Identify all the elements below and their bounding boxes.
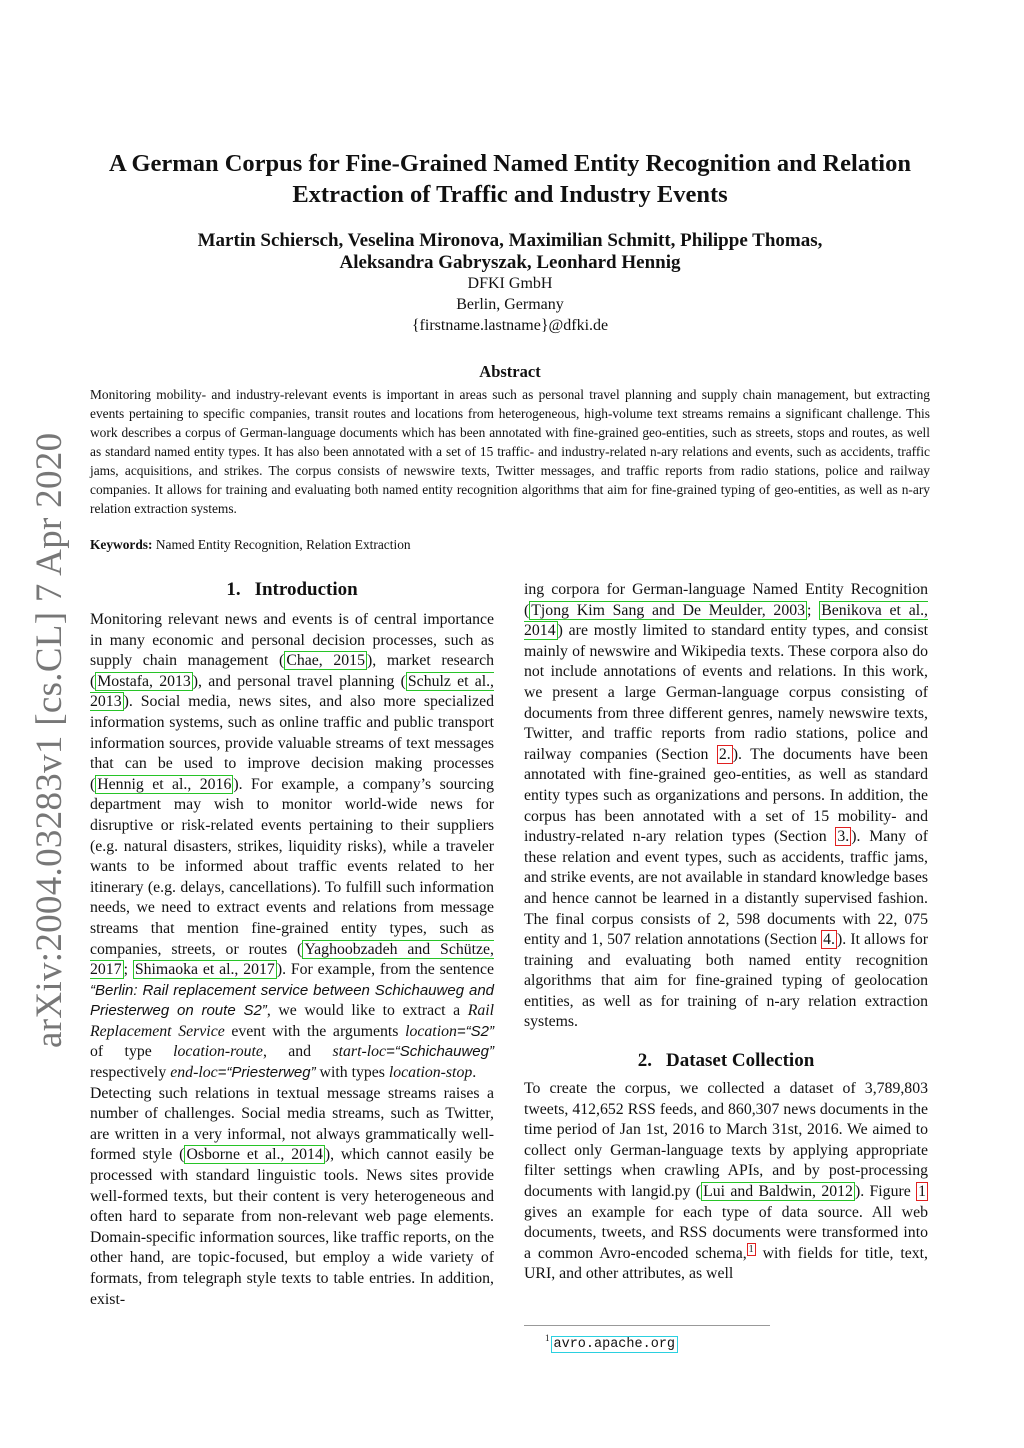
- number-docs: 2, 598: [717, 910, 761, 928]
- arxiv-stamp: arXiv:2004.03283v1 [cs.CL] 7 Apr 2020: [29, 432, 70, 1048]
- keywords-text: Named Entity Recognition, Relation Extraction: [155, 537, 411, 552]
- text-run: ). Social media, news sites, and also more specialized information systems, such as online traffic and public transport information sources, provide valuable streams of text messages that can be used to improve decision making processes (: [90, 693, 494, 793]
- text-run: ). It allows for training and evaluating both named entity recognition algorithms that aim for fine-grained typing of geolocation entities, as well as for training of n-ary relation extraction systems.: [524, 931, 928, 1031]
- citation-link[interactable]: Chae, 2015: [286, 652, 365, 670]
- argument-value: =“Schichauweg”: [386, 1043, 494, 1061]
- text-run: relation annotations (Section: [630, 931, 822, 949]
- section-2-title: Dataset Collection: [665, 1050, 815, 1072]
- text-run: ). The documents have been annotated with fine-grained geo-entities, as well as standard entity types such as organizations and persons. In addition, the corpus has been annotated with a set of 15 mobility- and industry-related n-ary relation types (Section: [524, 745, 928, 846]
- example-sentence: “Berlin: Rail replacement service between Schichauweg and Priesterweg on route S2”: [90, 981, 494, 1020]
- intro-paragraph-2: [90, 1084, 494, 1311]
- number-relations: 1, 507: [591, 931, 631, 949]
- text-run: ), market research (: [90, 652, 494, 690]
- text-run: with fields for title, text, URI, and other attributes, as well: [524, 1244, 928, 1283]
- title-line-1: A German Corpus for Fine-Grained Named Entity Recognition and Relation: [109, 150, 911, 177]
- text-run: respectively: [90, 1064, 171, 1082]
- footnote-divider: [524, 1325, 770, 1326]
- argument-value: =“S2”: [456, 1022, 494, 1040]
- text-run: Detecting such relations in textual message streams raises a number of challenges. Social media streams, such as Twitter, are written in a very informal, not always grammatically well-formed style (: [90, 1084, 494, 1164]
- left-column: [90, 578, 494, 1310]
- intro-paragraph-continued: [524, 580, 928, 1033]
- text-run: of type: [90, 1043, 174, 1061]
- abstract-text: Monitoring mobility- and industry-relevant events is important in areas such as personal travel planning and supply chain management, but extracting events pertaining to specific companies, transit routes and locations from heterogeneous, high-volume text streams remains a significant challenge. This work describes a corpus of German-language documents which has been annotated with fine-grained geo-entities, such as streets, stops and routes, as well as standard named entity types. It has also been annotated with a set of 15 traffic- and industry-related n-ary relations and events, such as accidents, traffic jams, acquisitions, and strikes. The corpus consists of newswire texts, Twitter messages, and traffic reports from radio stations, police and railway companies. It allows for training and evaluating both named entity recognition algorithms that aim for fine-grained typing of geo-entities, as well as n-ary relation extraction systems.: [90, 387, 930, 516]
- citation-link[interactable]: Lui and Baldwin, 2012: [703, 1183, 853, 1201]
- section-2-heading: [524, 1049, 928, 1073]
- text-run: ing corpora for German-language Named Entity Recognition (: [524, 581, 928, 619]
- text-run: gives an example for each type of data source. All web documents, tweets, and RSS documents were transformed into a common Avro-encoded schema,: [524, 1203, 928, 1262]
- citation-link[interactable]: Schulz et al., 2013: [90, 672, 495, 711]
- citation-link[interactable]: Benikova et al., 2014: [524, 601, 928, 640]
- argument-name: location: [405, 1022, 457, 1040]
- number-entities: 22, 075: [877, 910, 929, 928]
- figure-ref-link[interactable]: 1: [918, 1183, 926, 1201]
- argument-type: location-stop: [388, 1064, 473, 1082]
- text-run: event with the arguments: [224, 1022, 406, 1040]
- affiliation-email: {firstname.lastname}@dfki.de: [411, 317, 609, 334]
- text-run: ;: [807, 601, 820, 619]
- keywords: [90, 536, 930, 554]
- right-column: [524, 580, 928, 1285]
- section-1-heading: [90, 578, 494, 602]
- text-run: ), and personal travel planning (: [192, 672, 406, 690]
- abstract-heading: Abstract: [479, 362, 541, 381]
- footnote: [545, 1328, 678, 1355]
- text-run: , and: [262, 1043, 333, 1061]
- text-run: with types: [315, 1064, 389, 1082]
- text-run: .: [472, 1064, 477, 1082]
- authors-line-1: Martin Schiersch, Veselina Mironova, Maximilian Schmitt, Philippe Thomas,: [197, 230, 823, 251]
- footnote-url-link[interactable]: avro.apache.org: [551, 1336, 679, 1353]
- text-run: , we would like to extract a: [266, 1002, 468, 1020]
- text-run: entity and: [524, 931, 592, 949]
- paper-title: [90, 148, 930, 210]
- section-1-title: Introduction: [254, 579, 358, 600]
- section-ref-link[interactable]: 3.: [837, 828, 850, 846]
- footnote-mark: 1: [545, 1333, 550, 1343]
- argument-name: end-loc: [170, 1064, 218, 1082]
- footnote-ref-link[interactable]: 1: [748, 1243, 754, 1255]
- affiliation-city: Berlin, Germany: [456, 296, 564, 313]
- event-type: Rail Replacement Service: [90, 1002, 495, 1040]
- text-run: ) are mostly limited to standard entity types, and consist mainly of newswire and Wikipedia texts. These corpora also do not include annotations of events and relations. In this work, we present a large German-language corpus consisting of documents from three different genres, namely newswire texts, Twitter, and traffic reports from radio stations, police and railway companies (Section: [524, 622, 928, 763]
- intro-paragraph-1: [90, 610, 494, 1084]
- text-run: To create the corpus, we collected a dataset of 3,789,803 tweets, 412,652 RSS feeds, and 860,307 news documents in the time period of Jan 1st, 2016 to March 31st, 2016. We aimed to collect only German-language texts by applying appropriate filter settings when crawling APIs, and by post-processing documents with langid.py (: [524, 1080, 928, 1201]
- keywords-label: Keywords:: [90, 537, 153, 552]
- affiliation-org: DFKI GmbH: [467, 275, 553, 292]
- argument-value: =“Priesterweg”: [217, 1064, 316, 1082]
- text-run: ;: [123, 961, 133, 979]
- citation-link[interactable]: Osborne et al., 2014: [186, 1146, 323, 1164]
- dataset-paragraph-1: [524, 1079, 928, 1285]
- section-2-number: 2.: [637, 1050, 652, 1072]
- text-run: documents with: [760, 910, 878, 928]
- citation-link[interactable]: Yaghoobzadeh and Schütze, 2017: [90, 940, 494, 979]
- citation-link[interactable]: Mostafa, 2013: [97, 672, 191, 690]
- argument-type: location-route: [173, 1043, 263, 1061]
- text-run: ). For example, a company’s sourcing department may wish to monitor world-wide news for disruptive or risk-related events pertaining to their suppliers (e.g. natural disasters, strikes, liquidity risks), while a traveler wants to be informed about traffic events related to her itinerary (e.g. delays, cancellations). To fulfill such information needs, we need to extract events and relations from message streams that mention fine-grained entity types, such as companies, streets, or routes (: [90, 775, 494, 958]
- author-list: [90, 230, 930, 274]
- citation-link[interactable]: Hennig et al., 2016: [97, 775, 232, 793]
- authors-line-2: Aleksandra Gabryszak, Leonhard Hennig: [339, 252, 681, 273]
- citation-link[interactable]: Tjong Kim Sang and De Meulder, 2003: [531, 601, 806, 619]
- section-1-number: 1.: [226, 579, 241, 600]
- citation-link[interactable]: Shimaoka et al., 2017: [134, 961, 275, 979]
- section-ref-link[interactable]: 4.: [823, 931, 835, 949]
- affiliation: [90, 273, 930, 336]
- title-line-2: Extraction of Traffic and Industry Events: [292, 181, 728, 208]
- text-run: ). Many of these relation and event types, such as accidents, traffic jams, and strike events, are not available in standard knowledge bases and hence cannot be learned in a distantly supervised fashion. The final corpus consists of: [524, 828, 928, 928]
- text-run: Monitoring relevant news and events is of central importance in many economic and personal decision processes, such as supply chain management (: [90, 611, 494, 670]
- section-ref-link[interactable]: 2.: [718, 745, 731, 763]
- text-run: ). For example, from the sentence: [276, 961, 494, 979]
- argument-name: start-loc: [332, 1043, 387, 1061]
- text-run: ), which cannot easily be processed with standard linguistic tools. News sites provide well-formed texts, but their content is very heterogeneous and often hard to separate from non-relevant web page elements. Domain-specific information sources, like traffic reports, on the other hand, are topic-focused, but employ a wide variety of formats, from telegraph style texts to table entries. In addition, exist-: [90, 1146, 494, 1308]
- text-run: ). Figure: [854, 1183, 917, 1201]
